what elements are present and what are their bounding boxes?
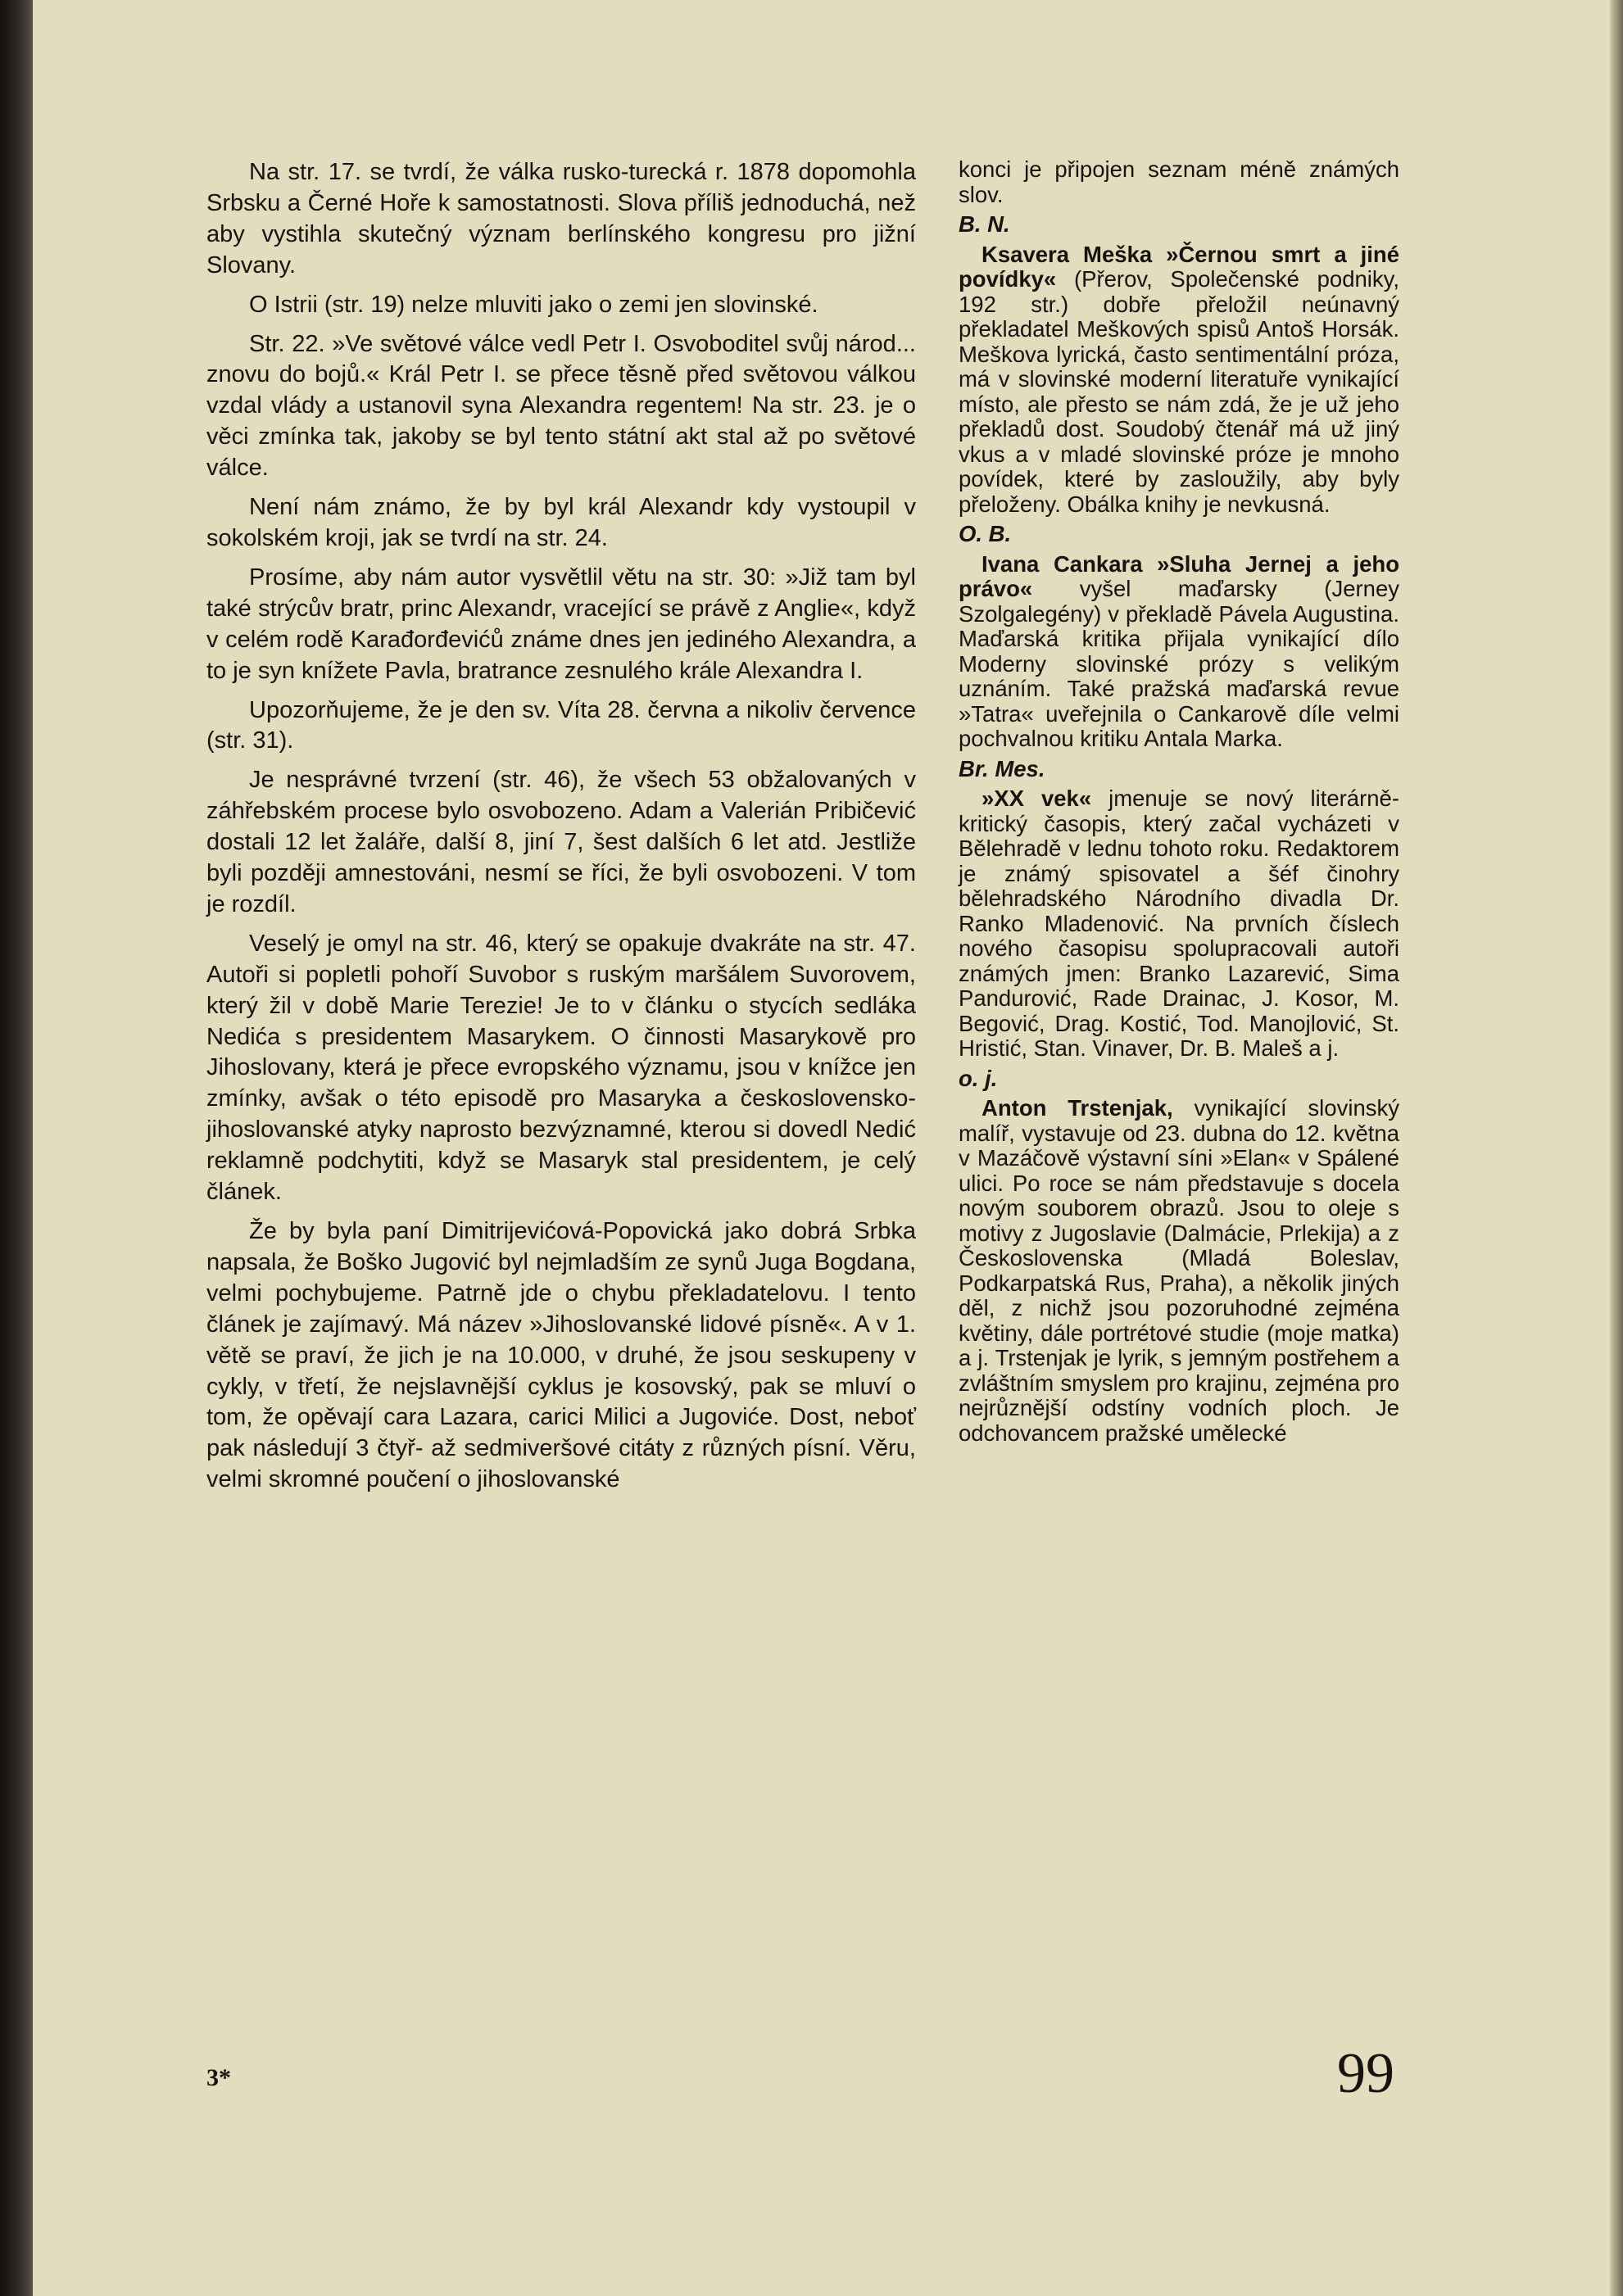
paragraph: Není nám známo, že by byl král Alexandr kdy vystoupil v sokolském kroji, jak se tvrdí na str. 24. (206, 494, 916, 551)
page-edge-shadow (1610, 0, 1623, 2296)
paragraph: O Istrii (str. 19) nelze mluviti jako o zemi jen slovinské. (249, 291, 818, 318)
review-author: »XX vek« (982, 786, 1092, 811)
review-item (959, 1096, 1399, 1446)
review-signature: Br. Mes. (959, 755, 1045, 781)
paragraph: Upozorňujeme, že je den sv. Víta 28. června a nikoliv července (str. 31). (206, 696, 916, 754)
right-column (959, 157, 1399, 1451)
review-text: vynikající slovinský malíř, vystavuje od 23. dubna do 12. května v Mazáčově výstavní síni »Elan« v Spálené ulici. Po roce se nám představuje s docela novým souborem obrazů. Jsou to oleje s motivy z Jugoslavie (Dalmácie, Prlekija) a z Československa (Mladá Boleslav, Podkarpatská Rus, Praha), a několik jiných děl, z nichž jsou pozoruhodné zejména květiny, dále portrétové studie (moje matka) a j. Trstenjak je lyrik, s jemným postřehem a zvláštním smyslem pro krajinu, zejména pro nejrůznější odstíny vodních ploch. Je odchovancem pražské umělecké (959, 1095, 1399, 1446)
paragraph: Na str. 17. se tvrdí, že válka rusko-turecká r. 1878 dopomohla Srbsku a Černé Hoře k samostatnosti. Slova příliš jednoduchá, než aby vystihla skutečný význam berlínského kongresu pro jižní Slovany. (206, 159, 916, 279)
review-item (959, 242, 1399, 518)
paragraph: Prosíme, aby nám autor vysvětlil větu na str. 30: »Již tam byl také strýcův bratr, princ Alexandr, vracející se právě z Anglie«, když v celém rodě Karađorđevićů známe dnes jen jediného Alexandra, a to je syn knížete Pavla, bratrance zesnulého krále Alexandra I. (206, 564, 916, 684)
review-author: Ivana Cankara (982, 550, 1143, 577)
paragraph: Že by byla paní Dimitrijevićová-Popovická jako dobrá Srbka napsala, že Boško Jugović byl nejmladším ze synů Juga Bogdana, velmi pochybujeme. Patrně jde o chybu překladatelovu. I tento článek je zajímavý. Má název »Jihoslovanské lidové písně«. A v 1. větě se praví, že jich je na 10.000, v druhé, že jsou seskupeny v cykly, v třetí, že nejslavnější cyklus je kosovský, pak se mluví o tom, že opěvají cara Lazara, carici Milici a Jugoviće. Dost, neboť pak následují 3 čtyř- až sedmiveršové citáty z různých písní. Věru, velmi skromné poučení o jihoslovanské (206, 1218, 916, 1493)
review-text: jmenuje se nový literárně-kritický časopis, který začal vycházeti v Bělehradě v lednu tohoto roku. Redaktorem je známý spisovatel a šéf činohry bělehradského Národního divadla Dr. Ranko Mladenović. Na prvních číslech nového časopisu spolupracovali autoři známých jmen: Branko Lazarević, Sima Pandurović, Rade Drainac, J. Kosor, M. Begović, Drag. Kostić, Tod. Manojlović, St. Hristić, Stan. Vinaver, Dr. B. Maleš a j. (959, 786, 1400, 1061)
review-signature: B. N. (959, 211, 1010, 237)
review-signature: O. B. (959, 521, 1012, 546)
review-text: vyšel maďarsky (Jerney Szolgalegény) v překladě Pávela Augustina. Maďarská kritika přijala vynikající dílo Moderny slovinské prózy s velikým uznáním. Také pražská maďarská revue »Tatra« uveřejnila o Cankarově díle velmi pochvalnou kritiku Antala Marka. (959, 576, 1399, 751)
review-title: »Sluha Jernej a jeho právo« (959, 550, 1399, 601)
review-title: »Černou smrt a jiné povídky« (959, 241, 1400, 292)
intro-text: konci je připojen seznam méně známých slov. (959, 156, 1399, 207)
review-signature: o. j. (959, 1065, 998, 1091)
book-spine (0, 0, 33, 2296)
paragraph: Je nesprávné tvrzení (str. 46), že všech 53 obžalovaných v záhřebském procese bylo osvobozeno. Adam a Valerián Pribičević dostali 12 let žaláře, další 8, jiní 7, šest dalších 6 let atd. Jestliže byli později amnestováni, nesmí se říci, že byli osvobozeni. V tom je rozdíl. (206, 767, 916, 917)
paragraph: Str. 22. »Ve světové válce vedl Petr I. Osvoboditel svůj národ... znovu do bojů.« Král Petr I. se přece těsně před světovou válkou vzdal vlády a ustanovil syna Alexandra regentem! Na str. 23. je o věci zmínka tak, jakoby se byl tento státní akt stal až po světové válce. (206, 330, 916, 482)
review-author: Anton Trstenjak, (982, 1095, 1173, 1121)
signature-mark: 3* (206, 2064, 231, 2091)
review-item (959, 552, 1399, 752)
review-author: Ksavera Meška (982, 241, 1153, 267)
page-number: 99 (1337, 2042, 1394, 2105)
review-item (959, 786, 1399, 1062)
left-column (206, 157, 916, 1504)
review-text: (Přerov, Společenské podniky, 192 str.) dobře přeložil neúnavný překladatel Meškových spisů Antoš Horsák. Meškova lyrická, často sentimentální próza, má v slovinské moderní literatuře vynikající místo, ale přesto se nám zdá, že je už jeho překladů dost. Soudobý čtenář má už jiný vkus a v mladé slovinské próze je mnoho povídek, které by zasloužily, aby byly přeloženy. Obálka knihy je nevkusná. (959, 266, 1400, 517)
paragraph: Veselý je omyl na str. 46, který se opakuje dvakráte na str. 47. Autoři si popletli pohoří Suvobor s ruským maršálem Suvorovem, který žil v době Marie Terezie! Je to v článku o stycích sedláka Nedića s presidentem Masarykem. O činnosti Masarykově pro Jihoslovany, která je přece evropského významu, jsou v knížce jen zmínky, avšak o této episodě pro Masaryka a československo-jihoslovanské atyky naprosto bezvýznamné, kterou si dovedl Nedić reklamně podchytiti, když se Masaryk stal presidentem, je celý článek. (206, 930, 916, 1206)
